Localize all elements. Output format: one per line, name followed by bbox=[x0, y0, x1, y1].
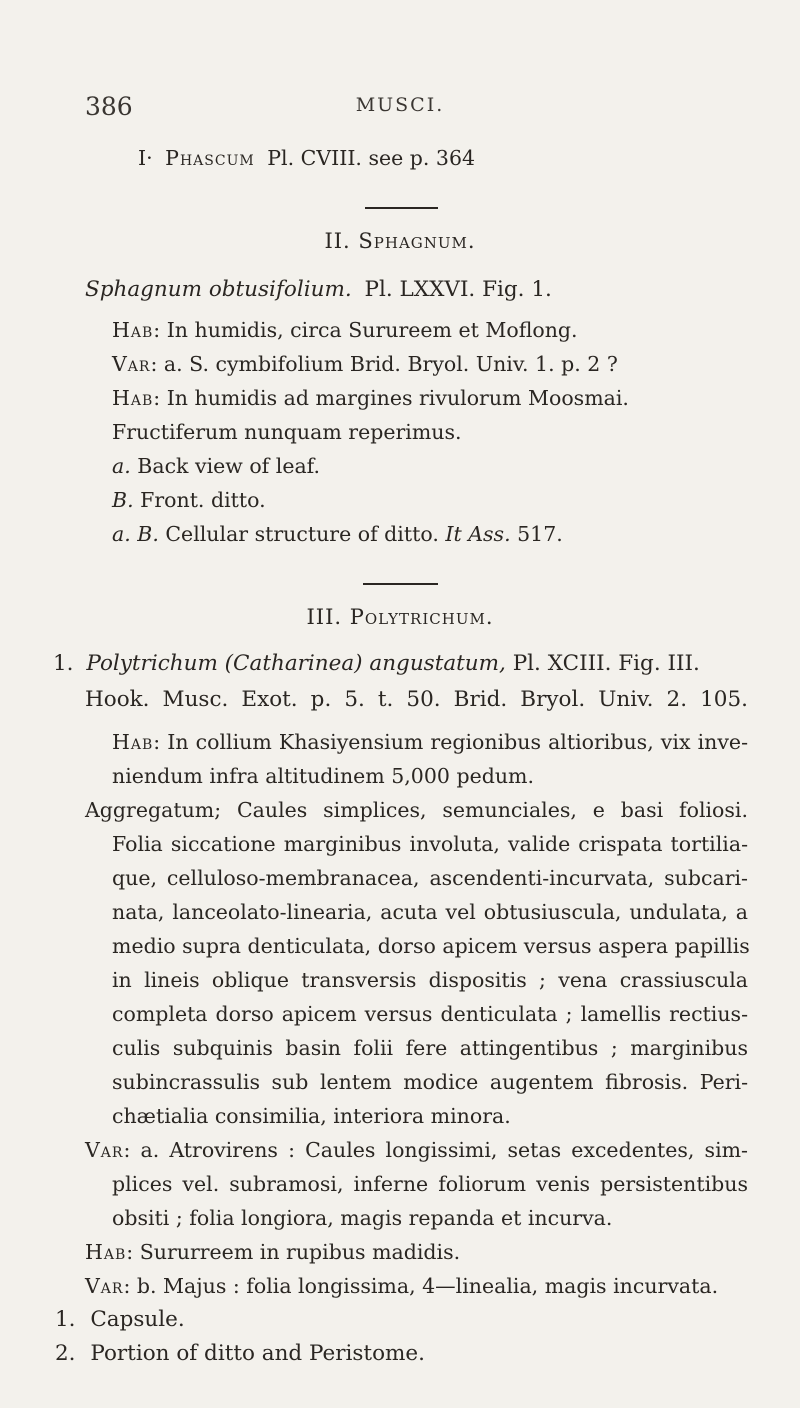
body-line: culis subquinis basin folii fere attingentibus ; marginibus bbox=[112, 1036, 748, 1060]
figure-source-number: 517. bbox=[517, 522, 563, 546]
figure-text: Portion of ditto and Peristome. bbox=[90, 1341, 425, 1366]
variety-label: Var bbox=[85, 1138, 124, 1162]
species-name: Polytrichum (Catharinea) angustatum, bbox=[86, 651, 506, 676]
variety-line bbox=[85, 1274, 718, 1298]
habitat-label: Hab bbox=[112, 318, 154, 342]
habitat-label: Hab bbox=[112, 386, 154, 410]
body-line: niendum infra altitudinem 5,000 pedum. bbox=[112, 764, 534, 788]
body-line: nata, lanceolato-linearia, acuta vel obtusiuscula, undulata, a bbox=[112, 900, 748, 924]
species-name: Sphagnum obtusifolium. bbox=[85, 277, 352, 302]
variety-label: Var bbox=[112, 352, 151, 376]
body-line: Folia siccatione marginibus involuta, valide crispata tortilia- bbox=[112, 832, 748, 856]
variety-text: : b. Majus : folia longissima, 4—linealia, magis incurvata. bbox=[123, 1274, 719, 1298]
genus-name: Phascum bbox=[165, 146, 255, 170]
figure-label: a. B. bbox=[112, 522, 159, 546]
page-header bbox=[0, 92, 800, 126]
habitat-text: : In collium Khasiyensium regionibus altioribus, vix inve- bbox=[153, 730, 748, 754]
figure-text: Back view of leaf. bbox=[137, 454, 321, 478]
variety-label: Var bbox=[85, 1274, 124, 1298]
species-plate-ref: Pl. XCIII. Fig. III. bbox=[512, 651, 700, 676]
entry-number: 1. bbox=[53, 651, 74, 676]
habitat-line bbox=[85, 1240, 460, 1264]
body-line: que, celluloso-membranacea, ascendenti-incurvata, subcari- bbox=[112, 866, 748, 890]
body-line: subincrassulis sub lentem modice augentem fibrosis. Peri- bbox=[112, 1070, 748, 1094]
figure-caption bbox=[112, 454, 320, 478]
section-divider bbox=[365, 207, 438, 209]
figure-label: a. bbox=[112, 454, 131, 478]
variety-line: plices vel. subramosi, inferne foliorum venis persistentibus bbox=[112, 1172, 748, 1196]
page-number: 386 bbox=[85, 92, 133, 121]
body-line: in lineis oblique transversis dispositis ; vena crassiuscula bbox=[112, 968, 748, 992]
body-line: Aggregatum; Caules simplices, semunciales, e basi foliosi. bbox=[85, 798, 748, 822]
figure-source: It Ass. bbox=[445, 522, 511, 546]
figure-number: 1. bbox=[55, 1307, 76, 1332]
running-title: MUSCI. bbox=[355, 94, 445, 116]
variety-line: obsiti ; folia longiora, magis repanda et incurva. bbox=[112, 1206, 613, 1230]
variety-text: : a. Atrovirens : Caules longissimi, setas excedentes, sim- bbox=[123, 1138, 748, 1162]
section-number: I· bbox=[138, 146, 153, 170]
figure-text: Cellular structure of ditto. bbox=[165, 522, 439, 546]
section-heading-polytrichum: III. Polytrichum. bbox=[306, 605, 494, 629]
figure-caption bbox=[112, 522, 563, 546]
figure-caption bbox=[55, 1308, 185, 1332]
synonymy: Hook. Musc. Exot. p. 5. t. 50. Brid. Bryol. Univ. 2. 105. bbox=[85, 687, 748, 712]
habitat-line bbox=[112, 386, 629, 410]
section-divider bbox=[363, 583, 438, 585]
habitat-label: Hab bbox=[112, 730, 154, 754]
body-line: completa dorso apicem versus denticulata ; lamellis rectius- bbox=[112, 1002, 748, 1026]
body-line: medio supra denticulata, dorso apicem versus aspera papillis bbox=[112, 934, 750, 958]
plate-reference: Pl. CVIII. see p. 364 bbox=[267, 146, 476, 170]
section-heading-sphagnum: II. Sphagnum. bbox=[324, 229, 476, 253]
variety-line bbox=[85, 1138, 748, 1162]
variety-line bbox=[112, 352, 618, 376]
figure-number: 2. bbox=[55, 1341, 76, 1366]
habitat-text: : In humidis, circa Surureem et Moflong. bbox=[153, 318, 578, 342]
habitat-line bbox=[112, 318, 578, 342]
figure-caption bbox=[112, 488, 266, 512]
figure-text: Front. ditto. bbox=[140, 488, 266, 512]
body-line: chætialia consimilia, interiora minora. bbox=[112, 1104, 511, 1128]
note-text: Fructiferum nunquam reperimus. bbox=[112, 420, 462, 444]
figure-label: B. bbox=[112, 488, 134, 512]
section-phascum bbox=[138, 146, 475, 170]
habitat-text: : In humidis ad margines rivulorum Moosmai. bbox=[153, 386, 629, 410]
figure-caption bbox=[55, 1342, 425, 1366]
species-heading bbox=[53, 652, 700, 676]
species-heading bbox=[85, 278, 552, 302]
habitat-label: Hab bbox=[85, 1240, 127, 1264]
figure-text: Capsule. bbox=[90, 1307, 185, 1332]
species-plate-ref: Pl. LXXVI. Fig. 1. bbox=[364, 277, 552, 302]
body-line bbox=[112, 730, 748, 754]
note-line bbox=[112, 420, 462, 444]
habitat-text: : Sururreem in rupibus madidis. bbox=[126, 1240, 461, 1264]
variety-text: : a. S. cymbifolium Brid. Bryol. Univ. 1. p. 2 ? bbox=[150, 352, 618, 376]
